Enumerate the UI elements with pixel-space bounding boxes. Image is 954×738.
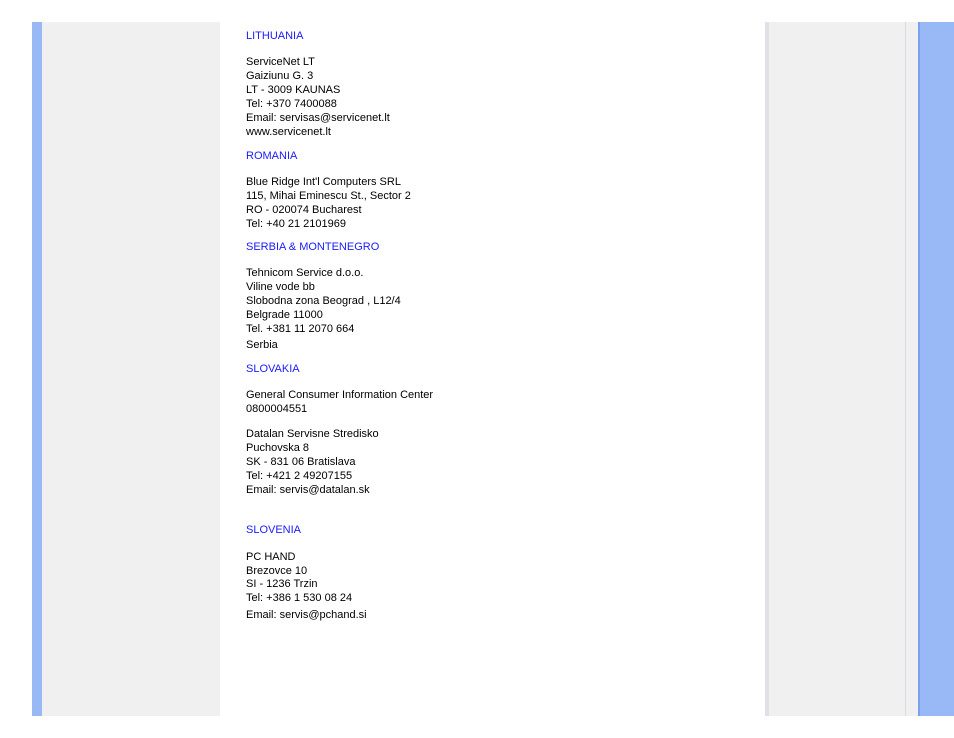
address-line: Blue Ridge Int'l Computers SRL [246, 176, 401, 188]
address-line: 115, Mihai Eminescu St., Sector 2 [246, 190, 411, 202]
left-sidebar [42, 22, 220, 716]
address-line: RO - 020074 Bucharest [246, 204, 362, 216]
address-line: SK - 831 06 Bratislava [246, 456, 356, 468]
address-line: Serbia [246, 339, 278, 351]
address-line: Tehnicom Service d.o.o. [246, 267, 364, 279]
right-accent-bar [918, 22, 954, 716]
left-accent-bar [32, 22, 42, 716]
phone-line: Tel: +40 21 2101969 [246, 218, 347, 230]
right-sidebar [765, 22, 918, 716]
address-line: ServiceNet LT [246, 56, 315, 68]
email-line: Email: servisas@servicenet.lt [246, 112, 390, 124]
address-line: General Consumer Information Center [246, 389, 434, 401]
email-line: Email: servis@pchand.si [246, 609, 367, 621]
right-divider [905, 22, 906, 716]
phone-line: Tel. +381 11 2070 664 [246, 323, 355, 335]
phone-line: Tel: +421 2 49207155 [246, 470, 353, 482]
country-heading-romania: ROMANIA [246, 150, 298, 162]
address-line: Puchovska 8 [246, 442, 309, 454]
address-line: Brezovce 10 [246, 565, 308, 577]
address-line: Belgrade 11000 [246, 309, 323, 321]
address-line: LT - 3009 KAUNAS [246, 84, 341, 96]
website-line: www.servicenet.lt [246, 126, 331, 138]
address-line: Viline vode bb [246, 281, 315, 293]
address-line: Datalan Servisne Stredisko [246, 428, 379, 440]
phone-line: Tel: +370 7400088 [246, 98, 337, 110]
address-line: Slobodna zona Beograd , L12/4 [246, 295, 401, 307]
phone-line: Tel: +386 1 530 08 24 [246, 592, 353, 604]
country-heading-slovakia: SLOVAKIA [246, 363, 300, 375]
address-line: SI - 1236 Trzin [246, 578, 318, 590]
phone-line: 0800004551 [246, 403, 308, 415]
country-heading-serbia-montenegro: SERBIA & MONTENEGRO [246, 241, 380, 253]
country-heading-lithuania: LITHUANIA [246, 30, 304, 42]
country-heading-slovenia: SLOVENIA [246, 524, 302, 536]
email-line: Email: servis@datalan.sk [246, 484, 370, 496]
address-line: Gaiziunu G. 3 [246, 70, 314, 82]
address-line: PC HAND [246, 551, 296, 563]
